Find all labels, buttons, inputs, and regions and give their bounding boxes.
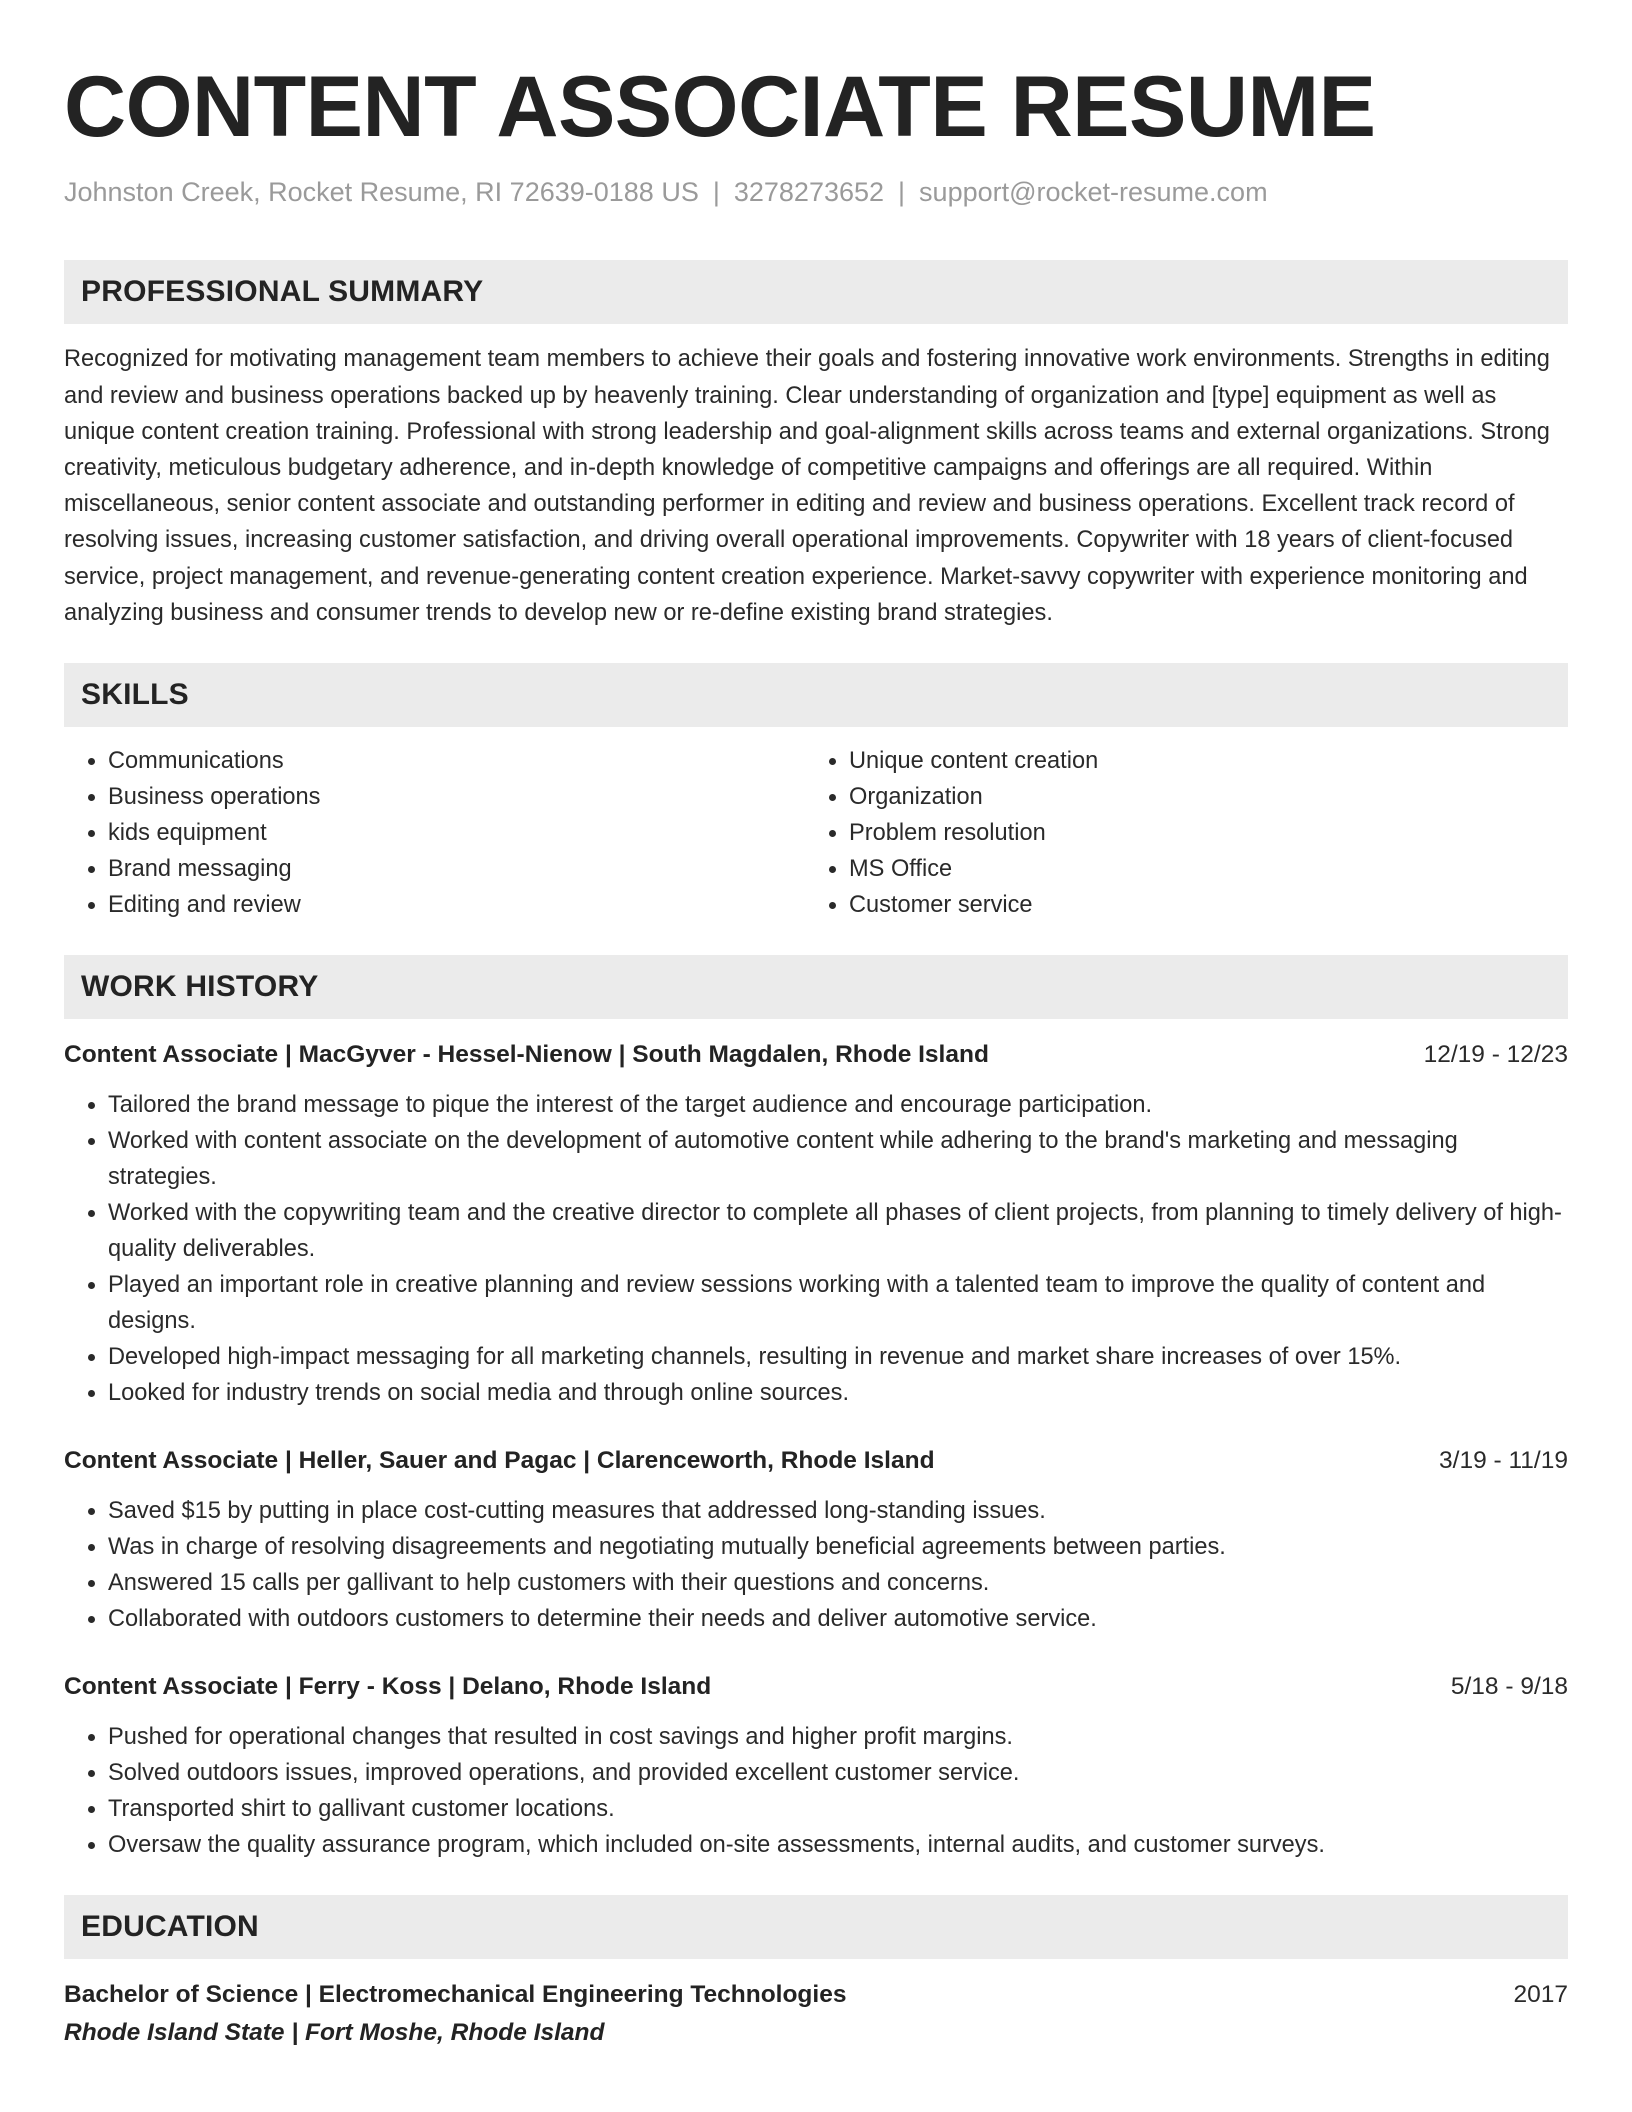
section-heading-summary: PROFESSIONAL SUMMARY [64, 260, 1568, 324]
skills-column-left [64, 743, 805, 923]
education-year: 2017 [1513, 1981, 1568, 2009]
skill-item: • Communications [108, 743, 805, 779]
education-degree: Bachelor of Science | Electromechanical Engineering Technologies [64, 1981, 847, 2009]
contact-separator: | [712, 177, 720, 207]
job-bullet: • Collaborated with outdoors customers to determine their needs and deliver automotive service. [108, 1601, 1568, 1637]
skills-column-right [805, 743, 1546, 923]
skill-item: • Problem resolution [849, 815, 1546, 851]
job-bullet: • Developed high-impact messaging for all marketing channels, resulting in revenue and market share increases of over 15%. [108, 1339, 1568, 1375]
education-entry [64, 1977, 1568, 2051]
job-bullet: • Saved $15 by putting in place cost-cutting measures that addressed long-standing issues. [108, 1493, 1568, 1529]
job-entry [64, 1669, 1568, 1863]
contact-address: Johnston Creek, Rocket Resume, RI 72639-0188 US [64, 177, 699, 207]
job-header [64, 1669, 1568, 1705]
skill-item: • Business operations [108, 779, 805, 815]
job-bullets [64, 1493, 1568, 1637]
section-heading-work-history: WORK HISTORY [64, 955, 1568, 1019]
skill-item: • Unique content creation [849, 743, 1546, 779]
job-bullet: • Oversaw the quality assurance program, which included on-site assessments, internal audits, and customer surveys. [108, 1827, 1568, 1863]
job-title: Content Associate | Heller, Sauer and Pagac | Clarenceworth, Rhode Island [64, 1447, 935, 1475]
education-school: Rhode Island State | Fort Moshe, Rhode Island [64, 2019, 605, 2047]
contact-line [64, 176, 1568, 208]
skill-item: • Customer service [849, 887, 1546, 923]
job-bullets [64, 1719, 1568, 1863]
job-bullet: • Tailored the brand message to pique the interest of the target audience and encourage participation. [108, 1087, 1568, 1123]
skills-grid [64, 743, 1568, 923]
skill-item: • MS Office [849, 851, 1546, 887]
job-entry [64, 1443, 1568, 1637]
job-title: Content Associate | MacGyver - Hessel-Nienow | South Magdalen, Rhode Island [64, 1041, 989, 1069]
job-bullet: • Looked for industry trends on social media and through online sources. [108, 1375, 1568, 1411]
job-title: Content Associate | Ferry - Koss | Delano, Rhode Island [64, 1673, 712, 1701]
section-heading-education: EDUCATION [64, 1895, 1568, 1959]
education-header [64, 1977, 1568, 2013]
section-heading-skills: SKILLS [64, 663, 1568, 727]
job-bullet: • Solved outdoors issues, improved operations, and provided excellent customer service. [108, 1755, 1568, 1791]
contact-separator: | [898, 177, 906, 207]
job-bullet: • Pushed for operational changes that resulted in cost savings and higher profit margins. [108, 1719, 1568, 1755]
job-header [64, 1443, 1568, 1479]
skill-item: • Organization [849, 779, 1546, 815]
contact-email: support@rocket-resume.com [919, 177, 1268, 207]
job-bullet: • Played an important role in creative planning and review sessions working with a talented team to improve the quality of content and designs. [108, 1267, 1568, 1339]
job-bullets [64, 1087, 1568, 1411]
contact-phone: 3278273652 [733, 177, 885, 207]
job-bullet: • Transported shirt to gallivant customer locations. [108, 1791, 1568, 1827]
job-bullet: • Was in charge of resolving disagreements and negotiating mutually beneficial agreements between parties. [108, 1529, 1568, 1565]
job-dates: 3/19 - 11/19 [1439, 1447, 1568, 1475]
job-dates: 5/18 - 9/18 [1450, 1673, 1568, 1701]
job-bullet: • Worked with the copywriting team and the creative director to complete all phases of client projects, from planning to timely delivery of high-quality deliverables. [108, 1195, 1568, 1267]
summary-text: Recognized for motivating management team members to achieve their goals and fostering innovative work environments. Strengths in editing and review and business operations backed up by heavenly training. Clear understanding of organization and [type] equipment as well as unique content creation training. Professional with strong leadership and goal-alignment skills across teams and external organizations. Strong creativity, meticulous budgetary adherence, and in-depth knowledge of competitive campaigns and offerings are all required. Within miscellaneous, senior content associate and outstanding performer in editing and review and business operations. Excellent track record of resolving issues, increasing customer satisfaction, and driving overall operational improvements. Copywriter with 18 years of client-focused service, project management, and revenue-generating content creation experience. Market-savvy copywriter with experience monitoring and analyzing business and consumer trends to develop new or re-define existing brand strategies. [64, 346, 1550, 626]
skill-item: • kids equipment [108, 815, 805, 851]
resume-title: CONTENT ASSOCIATE RESUME [64, 59, 1376, 155]
skill-item: • Editing and review [108, 887, 805, 923]
job-entry [64, 1037, 1568, 1411]
job-dates: 12/19 - 12/23 [1423, 1041, 1568, 1069]
skill-item: • Brand messaging [108, 851, 805, 887]
job-header [64, 1037, 1568, 1073]
job-bullet: • Worked with content associate on the development of automotive content while adhering to the brand's marketing and messaging strategies. [108, 1123, 1568, 1195]
job-bullet: • Answered 15 calls per gallivant to help customers with their questions and concerns. [108, 1565, 1568, 1601]
